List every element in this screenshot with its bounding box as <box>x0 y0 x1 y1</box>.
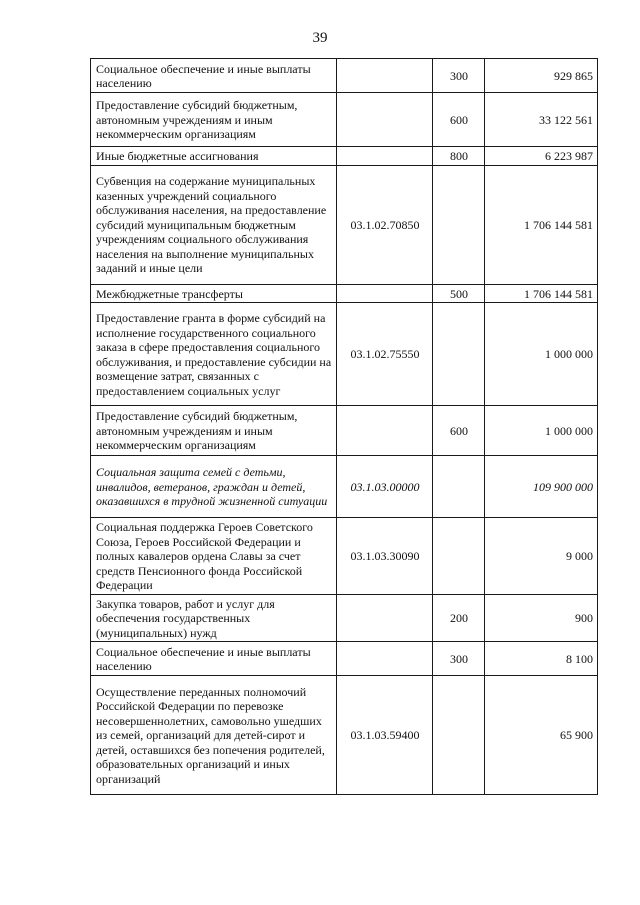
row-type-cell <box>433 165 485 284</box>
row-code-cell: 03.1.03.30090 <box>337 518 433 595</box>
budget-table-body <box>91 59 598 795</box>
row-sum-cell: 9 000 <box>485 518 598 595</box>
row-name-cell: Предоставление субсидий бюджетным, автономным учреждениям и иным некоммерческим организациям <box>91 93 337 147</box>
row-type-cell: 500 <box>433 284 485 303</box>
table-row <box>91 147 598 166</box>
row-type-cell <box>433 456 485 518</box>
row-type-cell <box>433 303 485 406</box>
row-sum-cell: 1 706 144 581 <box>485 165 598 284</box>
row-type-cell: 200 <box>433 594 485 642</box>
table-row <box>91 676 598 795</box>
row-type-cell: 300 <box>433 642 485 676</box>
row-sum-cell: 1 706 144 581 <box>485 284 598 303</box>
row-code-cell <box>337 59 433 93</box>
table-row <box>91 93 598 147</box>
row-sum-cell: 8 100 <box>485 642 598 676</box>
row-type-cell: 600 <box>433 93 485 147</box>
row-type-cell: 600 <box>433 406 485 456</box>
page-number: 39 <box>312 30 328 46</box>
row-type-cell: 300 <box>433 59 485 93</box>
row-code-cell <box>337 93 433 147</box>
row-sum-cell: 6 223 987 <box>485 147 598 166</box>
row-sum-cell: 109 900 000 <box>485 456 598 518</box>
table-row <box>91 59 598 93</box>
row-code-cell <box>337 147 433 166</box>
row-name-cell: Предоставление субсидий бюджетным, автономным учреждениям и иным некоммерческим организациям <box>91 406 337 456</box>
row-name-cell: Иные бюджетные ассигнования <box>91 147 337 166</box>
table-row <box>91 165 598 284</box>
row-code-cell <box>337 594 433 642</box>
row-code-cell: 03.1.03.59400 <box>337 676 433 795</box>
row-type-cell <box>433 518 485 595</box>
budget-table <box>90 58 598 795</box>
row-name-cell: Социальная поддержка Героев Советского Союза, Героев Российской Федерации и полных кавалеров ордена Славы за счет средств Пенсионного фонда Российской Федерации <box>91 518 337 595</box>
row-sum-cell: 33 122 561 <box>485 93 598 147</box>
row-sum-cell: 65 900 <box>485 676 598 795</box>
row-name-cell: Социальная защита семей с детьми, инвалидов, ветеранов, граждан и детей, оказавшихся в трудной жизненной ситуации <box>91 456 337 518</box>
table-row <box>91 406 598 456</box>
row-type-cell <box>433 676 485 795</box>
row-code-cell <box>337 406 433 456</box>
row-sum-cell: 929 865 <box>485 59 598 93</box>
table-row <box>91 303 598 406</box>
row-sum-cell: 900 <box>485 594 598 642</box>
table-row <box>91 518 598 595</box>
row-name-cell: Социальное обеспечение и иные выплаты населению <box>91 59 337 93</box>
row-name-cell: Межбюджетные трансферты <box>91 284 337 303</box>
table-row <box>91 284 598 303</box>
row-name-cell: Осуществление переданных полномочий Российской Федерации по перевозке несовершеннолетних, самовольно ушедших из семей, организаций для детей-сирот и детей, оставшихся без попечения родителей, образовательных организаций и иных организаций <box>91 676 337 795</box>
table-row <box>91 642 598 676</box>
row-code-cell: 03.1.02.75550 <box>337 303 433 406</box>
table-row <box>91 456 598 518</box>
row-sum-cell: 1 000 000 <box>485 406 598 456</box>
row-name-cell: Субвенция на содержание муниципальных казенных учреждений социального обслуживания населения, на предоставление субсидий муниципальным бюджетным учреждениям социального обслуживания населения на выполнение муниципальных заданий и иные цели <box>91 165 337 284</box>
row-type-cell: 800 <box>433 147 485 166</box>
row-code-cell: 03.1.03.00000 <box>337 456 433 518</box>
row-code-cell <box>337 642 433 676</box>
row-code-cell <box>337 284 433 303</box>
row-name-cell: Предоставление гранта в форме субсидий на исполнение государственного социального заказа в сфере предоставления социального обслуживания, и предоставление субсидии на возмещение затрат, связанных с предоставлением социальных услуг <box>91 303 337 406</box>
row-sum-cell: 1 000 000 <box>485 303 598 406</box>
row-name-cell: Социальное обеспечение и иные выплаты населению <box>91 642 337 676</box>
row-code-cell: 03.1.02.70850 <box>337 165 433 284</box>
row-name-cell: Закупка товаров, работ и услуг для обеспечения государственных (муниципальных) нужд <box>91 594 337 642</box>
table-row <box>91 594 598 642</box>
